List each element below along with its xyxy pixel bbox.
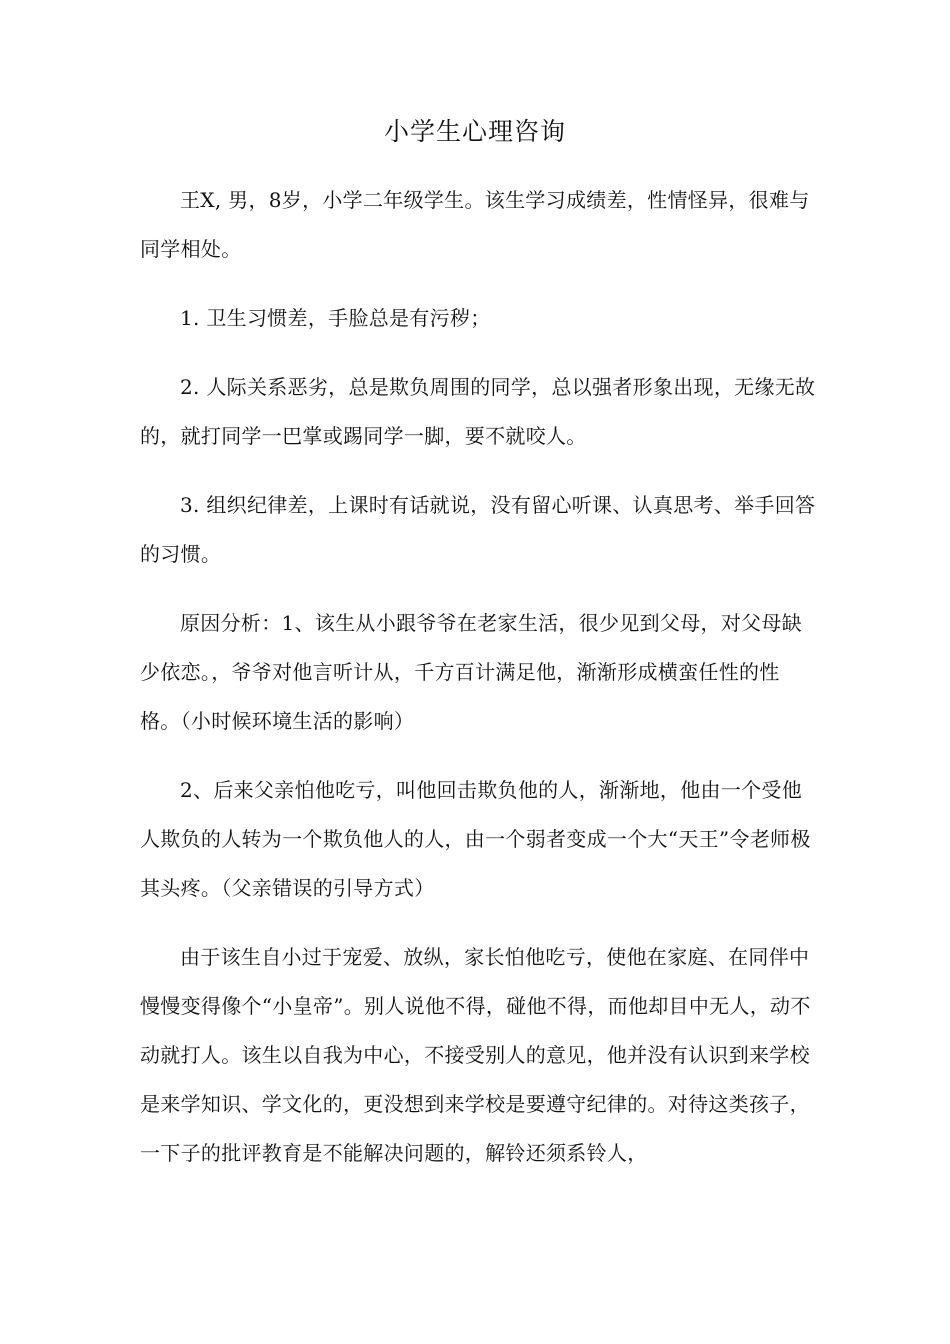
paragraph-gap bbox=[140, 274, 820, 294]
list-item-relationships: 2. 人际关系恶劣，总是欺负周围的同学，总以强者形象出现，无缘无故的，就打同学一巴掌或踢同学一脚，要不就咬人。 bbox=[140, 375, 816, 448]
paragraph-gap bbox=[140, 461, 820, 481]
discussion-paragraph: 由于该生自小过于宠爱、放纵，家长怕他吃亏，使他在家庭、在同伴中慢慢变得像个“小皇帝”。别人说他不得，碰他不得，而他却目中无人，动不动就打人。该生以自我为中心，不接受别人的意见，他并没有认识到来学校是来学知识、学文化的，更没想到来学校是要遵守纪律的。对待这类孩子，一下子的批评教育是不能解决问题的，解铃还须系铃人， bbox=[140, 945, 811, 1165]
cause-analysis-1: 原因分析：1、该生从小跟爷爷在老家生活，很少见到父母，对父母缺少依恋。，爷爷对他言听计从，千方百计满足他，渐渐形成横蛮任性的性格。（小时候环境生活的影响） bbox=[140, 611, 803, 733]
list-item-discipline: 3. 组织纪律差，上课时有话就说，没有留心听课、认真思考、举手回答的习惯。 bbox=[140, 493, 816, 566]
paragraph-gap bbox=[140, 746, 820, 766]
paragraph-gap bbox=[140, 913, 820, 933]
intro-paragraph: 王X, 男，8岁，小学二年级学生。该生学习成绩差，性情怪异，很难与同学相处。 bbox=[140, 188, 810, 261]
list-item-hygiene: 1. 卫生习惯差，手脸总是有污秽； bbox=[180, 306, 491, 330]
cause-analysis-2: 2、后来父亲怕他吃亏，叫他回击欺负他的人，渐渐地，他由一个受他人欺负的人转为一个欺负他人的人，由一个弱者变成一个大“天王”令老师极其头疼。（父亲错误的引导方式） bbox=[140, 778, 811, 900]
document-body bbox=[140, 176, 820, 1178]
paragraph-gap bbox=[140, 343, 820, 363]
page-title: 小学生心理咨询 bbox=[383, 117, 566, 146]
paragraph-gap bbox=[140, 579, 820, 599]
